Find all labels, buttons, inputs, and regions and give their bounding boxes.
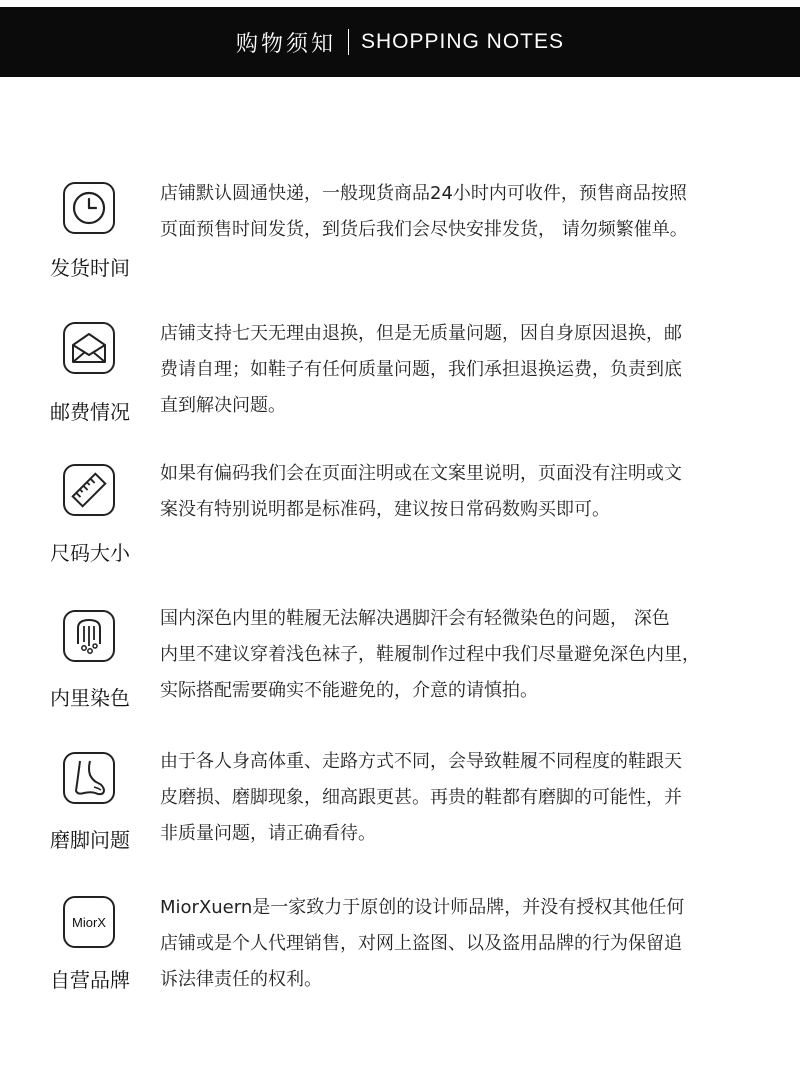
notice-label: 磨脚问题 bbox=[50, 828, 130, 852]
notice-label: 邮费情况 bbox=[50, 400, 130, 424]
notice-label: 自营品牌 bbox=[50, 968, 130, 992]
foot-icon bbox=[63, 752, 115, 804]
notice-label: 尺码大小 bbox=[50, 541, 130, 565]
brand-logo-text: MiorX bbox=[72, 914, 106, 930]
header-title-en: SHOPPING NOTES bbox=[360, 30, 565, 53]
brand-logo-icon bbox=[63, 896, 115, 948]
notice-text: 如果有偏码我们会在页面注明或在文案里说明，页面没有注明或文 案没有特别说明都是标准码，建议按日常码数购买即可。 bbox=[160, 463, 682, 520]
header-title-cn: 购物须知 bbox=[235, 31, 336, 57]
notice-text: 店铺默认圆通快递，一般现货商品24小时内可收件，预售商品按照 页面预售时间发货，到货后我们会尽快安排发货， 请勿频繁催单。 bbox=[160, 183, 688, 240]
notice-text: 国内深色内里的鞋履无法解决遇脚汗会有轻微染色的问题， 深色 内里不建议穿着浅色袜子，鞋履制作过程中我们尽量避免深色内里， 实际搭配需要确实不能避免的，介意的请慎拍。 bbox=[160, 608, 700, 701]
notice-text: 由于各人身高体重、走路方式不同，会导致鞋履不同程度的鞋跟天 皮磨损、磨脚现象，细高跟更甚。再贵的鞋都有磨脚的可能性，并 非质量问题，请正确看待。 bbox=[160, 751, 682, 844]
notice-label: 发货时间 bbox=[50, 256, 130, 280]
envelope-icon bbox=[63, 322, 115, 374]
page-header bbox=[0, 7, 800, 77]
ruler-icon bbox=[63, 464, 115, 516]
notice-text: MiorXuern是一家致力于原创的设计师品牌，并没有授权其他任何 店铺或是个人代理销售，对网上盗图、以及盗用品牌的行为保留追 诉法律责任的权利。 bbox=[160, 897, 685, 990]
dye-drip-icon bbox=[63, 610, 115, 662]
header-divider bbox=[348, 29, 349, 55]
notice-label: 内里染色 bbox=[50, 686, 130, 710]
notice-text: 店铺支持七天无理由退换，但是无质量问题，因自身原因退换，邮 费请自理；如鞋子有任何质量问题，我们承担退换运费，负责到底 直到解决问题。 bbox=[160, 323, 682, 416]
clock-icon bbox=[63, 182, 115, 234]
